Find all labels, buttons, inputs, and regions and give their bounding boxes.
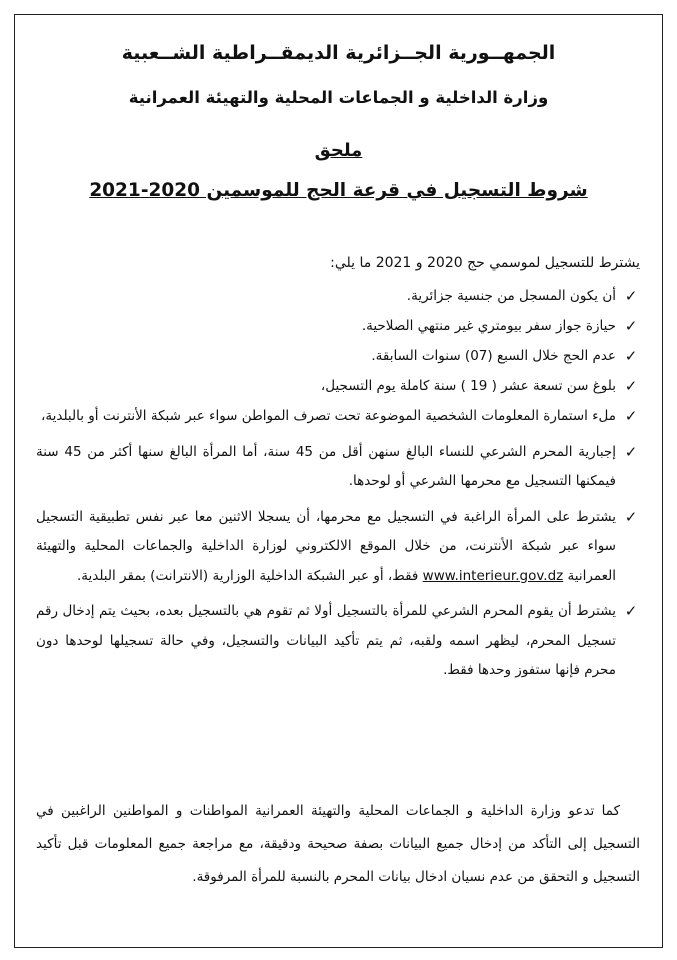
condition-text: ملء استمارة المعلومات الشخصية الموضوعة تحت تصرف المواطن سواء عبر شبكة الأنترنت أو بالبلدية، xyxy=(41,408,616,424)
condition-text: يشترط على المرأة الراغبة في التسجيل مع محرمها، أن يسجلا الاثنين معا عبر نفس تطبيقية التسجيل سواء عبر شبكة الأنترنت، من خلال الموقع الالكتروني لوزارة الداخلية والجماعات المحلية والتهيئة العمرانية xyxy=(36,508,616,584)
condition-text: حيازة جواز سفر بيومتري غير منتهي الصلاحية. xyxy=(361,318,616,334)
condition-text: أن يكون المسجل من جنسية جزائرية. xyxy=(406,288,616,304)
condition-item xyxy=(36,503,640,592)
republic-heading: الجمهــورية الجــزائرية الديمقــراطية الشــعبية xyxy=(121,42,556,64)
check-mark-icon: ✓ xyxy=(624,347,638,365)
condition-text: فقط، أو عبر الشبكة الداخلية الوزارية (الانترانت) بمقر البلدية. xyxy=(76,567,419,584)
check-mark-icon: ✓ xyxy=(624,602,638,620)
closing-paragraph: كما تدعو وزارة الداخلية و الجماعات المحلية والتهيئة العمرانية المواطنات و المواطنين الراغبين في التسجيل إلى التأكد من إدخال جميع البيانات بصفة صحيحة ودقيقة، مع مراجعة جميع المعلومات قبل تأكيد التسجيل و التحقق من عدم نسيان ادخال بيانات المحرم بالنسبة للمرأة المرفوقة. xyxy=(36,803,640,885)
check-mark-icon: ✓ xyxy=(624,377,638,395)
check-mark-icon: ✓ xyxy=(624,287,638,305)
ministry-website-link[interactable]: www.interieur.gov.dz xyxy=(422,567,564,584)
condition-item xyxy=(36,597,640,686)
condition-text: إجبارية المحرم الشرعي للنساء البالغ سنهن أقل من 45 سنة، أما المرأة البالغ سنها أكثر من 45 سنة فيمكنها التسجيل مع محرمها الشرعي أو لوحدها. xyxy=(36,443,616,489)
condition-text: يشترط أن يقوم المحرم الشرعي للمرأة بالتسجيل أولا ثم تقوم هي بالتسجيل بعده، بحيث يتم إدخال رقم تسجيل المحرم، ليظهر اسمه ولقبه، ثم يتم تأكيد البيانات والتسجيل، وفي حالة تسجيلها لوحدها دون محرم فإنها ستفوز وحدها فقط. xyxy=(36,603,616,678)
condition-item xyxy=(36,282,640,312)
check-mark-icon: ✓ xyxy=(624,317,638,335)
condition-item xyxy=(36,438,640,497)
condition-item xyxy=(36,372,640,402)
check-mark-icon: ✓ xyxy=(624,442,638,461)
check-mark-icon: ✓ xyxy=(624,507,638,526)
intro-text: يشترط للتسجيل لموسمي حج 2020 و 2021 ما يلي: xyxy=(330,255,640,271)
document-title: شروط التسجيل في قرعة الحج للموسمين 2020-2021 xyxy=(89,180,588,201)
condition-item xyxy=(36,342,640,372)
condition-item xyxy=(36,312,640,342)
ministry-heading: وزارة الداخلية و الجماعات المحلية والتهيئة العمرانية xyxy=(128,88,549,107)
annex-heading: ملحق xyxy=(314,140,363,161)
conditions-list xyxy=(36,282,640,686)
check-mark-icon: ✓ xyxy=(624,407,638,425)
condition-text: عدم الحج خلال السبع (07) سنوات السابقة. xyxy=(371,348,616,364)
condition-text: بلوغ سن تسعة عشر ( 19 ) سنة كاملة يوم التسجيل، xyxy=(320,378,616,394)
condition-item xyxy=(36,402,640,432)
